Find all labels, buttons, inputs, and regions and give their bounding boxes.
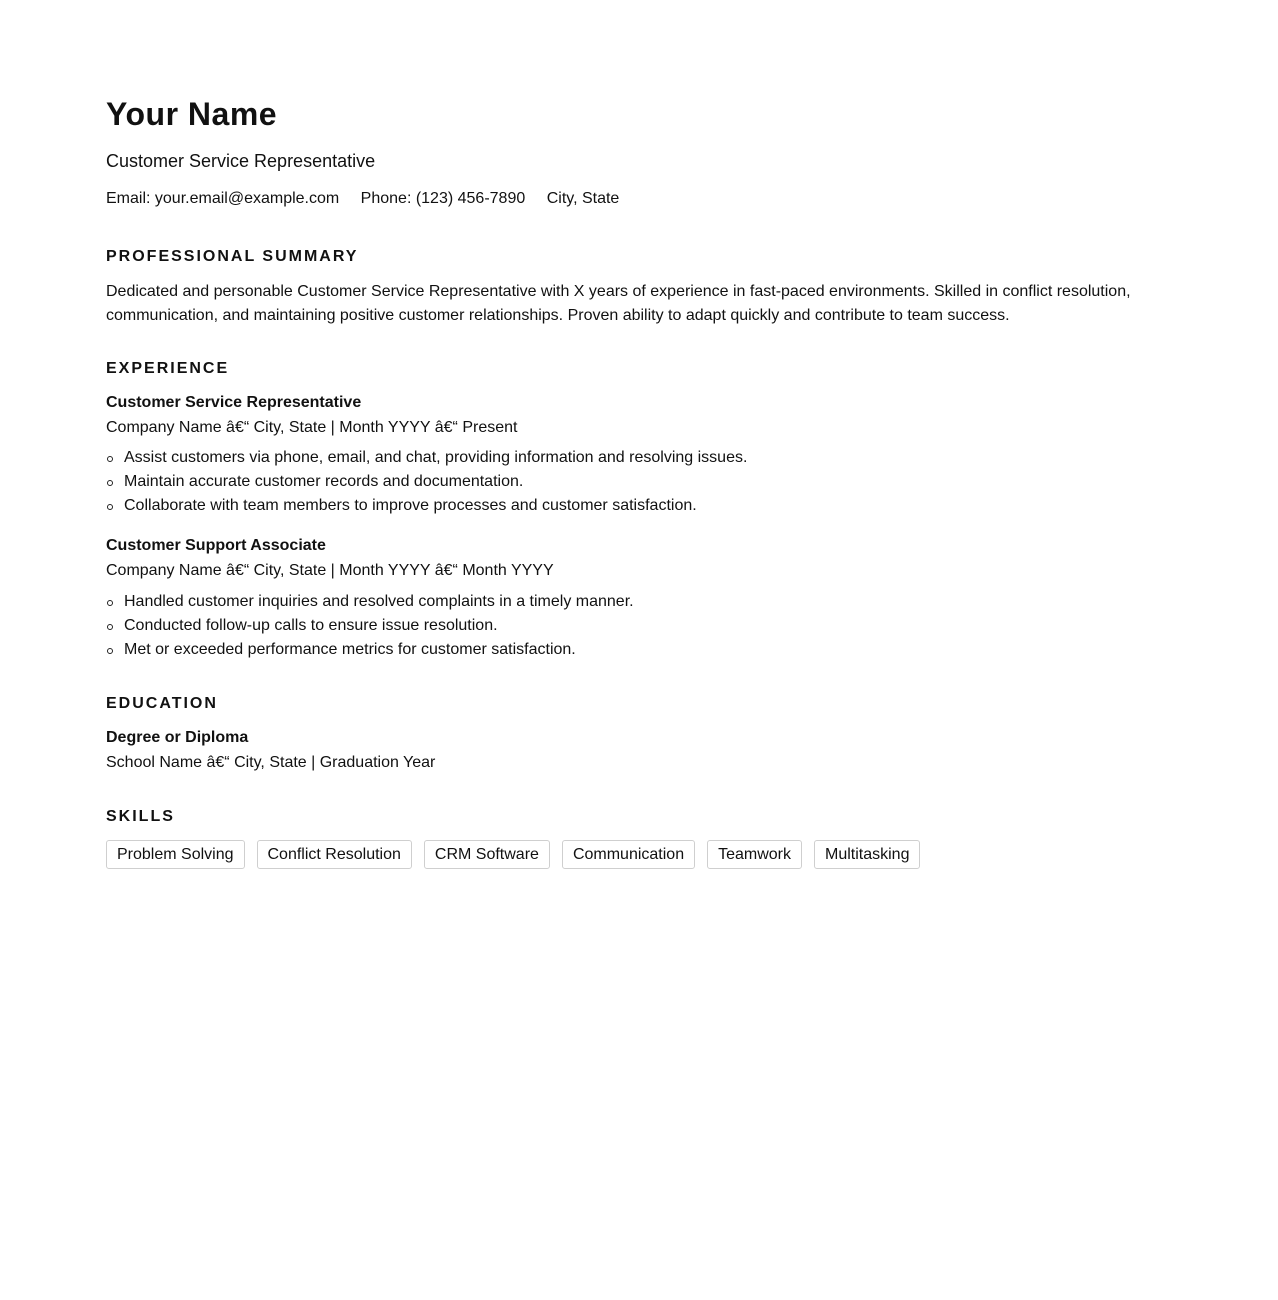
job-meta: Company Name â€“ City, State | Month YYYY â€“ Month YYYY — [106, 562, 554, 579]
school-meta: School Name â€“ City, State | Graduation Year — [106, 754, 436, 771]
list-item: Conducted follow-up calls to ensure issue resolution. — [106, 614, 634, 638]
skill-tag: Communication — [562, 840, 695, 869]
list-item: Met or exceeded performance metrics for customer satisfaction. — [106, 638, 634, 662]
education-heading: EDUCATION — [106, 695, 218, 712]
job-title: Customer Service Representative — [106, 394, 362, 411]
contact-line — [106, 190, 636, 208]
list-item: Collaborate with team members to improve processes and customer satisfaction. — [106, 494, 747, 518]
contact-phone: Phone: (123) 456-7890 — [360, 190, 526, 207]
summary-heading: PROFESSIONAL SUMMARY — [106, 248, 359, 265]
skill-tag: Multitasking — [814, 840, 920, 869]
summary-text: Dedicated and personable Customer Service Representative with X years of experience in fast-paced environments. Skilled in conflict resolution, communication, and maintaining positive customer relationships. Proven ability to adapt quickly and contribute to team success. — [106, 283, 1131, 324]
skill-tag: Conflict Resolution — [257, 840, 412, 869]
job-bullets — [106, 446, 747, 518]
job-bullets — [106, 590, 634, 662]
list-item: Maintain accurate customer records and documentation. — [106, 470, 747, 494]
skill-tag: CRM Software — [424, 840, 550, 869]
degree-title: Degree or Diploma — [106, 729, 249, 746]
job-title-subtitle: Customer Service Representative — [106, 151, 376, 171]
contact-email: Email: your.email@example.com — [106, 190, 340, 207]
skill-tag: Teamwork — [707, 840, 802, 869]
skills-heading: SKILLS — [106, 808, 175, 825]
skill-tag: Problem Solving — [106, 840, 245, 869]
list-item: Handled customer inquiries and resolved complaints in a timely manner. — [106, 590, 634, 614]
contact-location: City, State — [546, 190, 620, 207]
experience-heading: EXPERIENCE — [106, 360, 230, 377]
list-item: Assist customers via phone, email, and chat, providing information and resolving issues. — [106, 446, 747, 470]
job-title: Customer Support Associate — [106, 537, 326, 554]
skills-list — [106, 840, 920, 869]
job-meta: Company Name â€“ City, State | Month YYYY â€“ Present — [106, 419, 518, 436]
name-heading: Your Name — [106, 96, 278, 132]
